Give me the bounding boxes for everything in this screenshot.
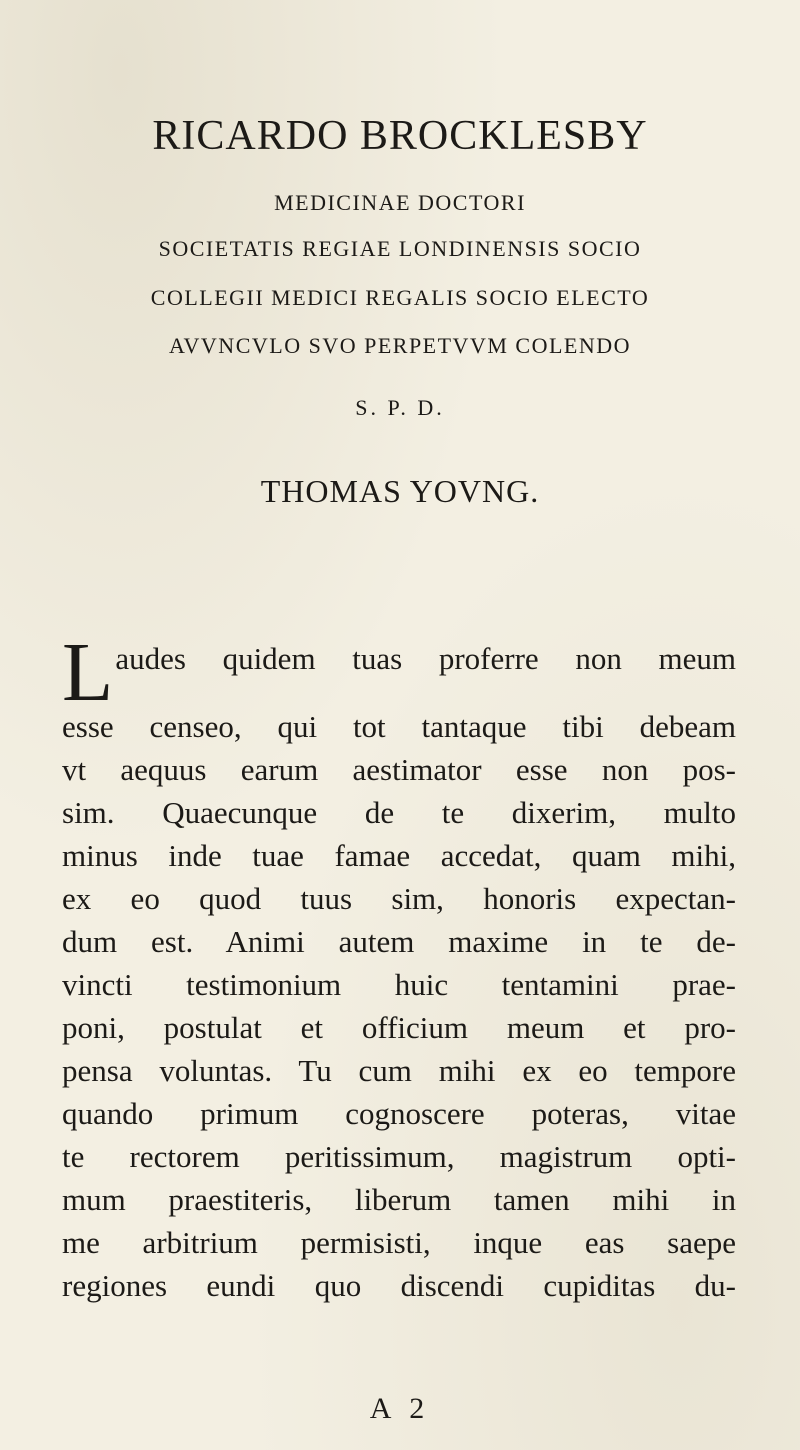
body-line: me arbitrium permisisti, inque eas saepe — [62, 1225, 736, 1260]
body-line: quando primum cognoscere poteras, vitae — [62, 1096, 736, 1131]
signature-mark: A 2 — [369, 1392, 431, 1425]
body-line: mum praestiteris, liberum tamen mihi in — [62, 1182, 736, 1217]
body-line: sim. Quaecunque de te dixerim, multo — [62, 795, 736, 830]
dedication-line-4: AVVNCVLO SVO PERPETVVM COLENDO — [168, 333, 631, 358]
body-line: esse censeo, qui tot tantaque tibi debeam — [62, 709, 736, 744]
dedication-body — [62, 626, 736, 1307]
salutation: S. P. D. — [355, 395, 445, 420]
body-line: audes quidem tuas proferre non meum — [115, 641, 736, 676]
body-line: minus inde tuae famae accedat, quam mihi, — [62, 838, 736, 873]
body-line: poni, postulat et officium meum et pro- — [62, 1010, 736, 1045]
dedication-line-2: SOCIETATIS REGIAE LONDINENSIS SOCIO — [158, 236, 642, 261]
body-line: dum est. Animi autem maxime in te de- — [62, 924, 736, 959]
body-line: ex eo quod tuus sim, honoris expectan- — [62, 881, 736, 916]
body-line: pensa voluntas. Tu cum mihi ex eo tempore — [62, 1053, 736, 1088]
body-line: vt aequus earum aestimator esse non pos- — [62, 752, 736, 787]
dedication-line-1: MEDICINAE DOCTORI — [274, 190, 526, 215]
drop-cap: L — [62, 626, 114, 719]
body-line: vincti testimonium huic tentamini prae- — [62, 967, 736, 1002]
dedicatee-name: RICARDO BROCKLESBY — [152, 113, 648, 159]
author-name: THOMAS YOVNG. — [260, 473, 540, 509]
dedication-line-3: COLLEGII MEDICI REGALIS SOCIO ELECTO — [150, 285, 650, 310]
body-line: te rectorem peritissimum, magistrum opti- — [62, 1139, 736, 1174]
body-line: regiones eundi quo discendi cupiditas du- — [62, 1268, 736, 1303]
